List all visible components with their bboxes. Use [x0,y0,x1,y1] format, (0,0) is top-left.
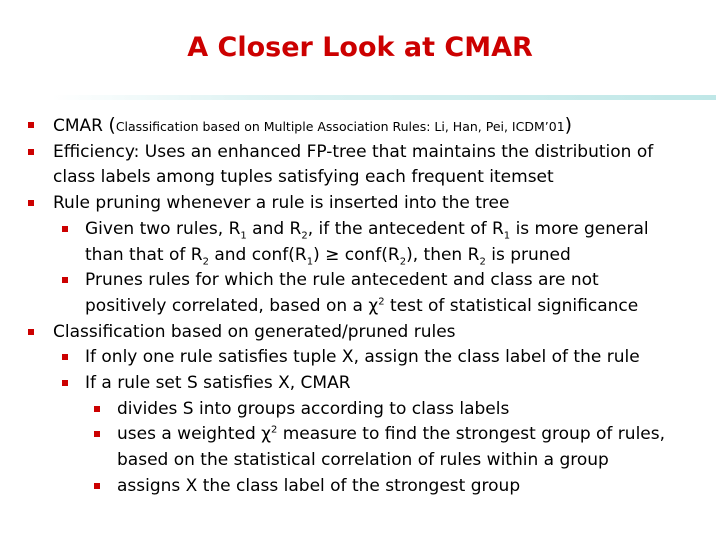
slide-title: A Closer Look at CMAR [187,32,533,63]
bullet-icon [62,226,68,232]
sub-sub-bullet-divides: divides S into groups according to class labels [0,397,720,423]
cmar-expansion: Classification based on Multiple Association Rules: Li, Han, Pei, ICDM’01 [115,119,565,134]
bullet-classification: Classification based on generated/pruned rules [0,320,720,346]
sub-bullet-two-rules-cont: than that of $R_2$ and $conf(R_1)$ ≥ $conf(R_2)$, then $R_2$ is pruned [85,244,571,267]
slide-content [0,113,720,500]
bullet-icon [94,406,100,412]
sub-sub-bullet-weighted: uses a weighted $\chi^2$ measure to find the strongest group of rules, [0,422,720,448]
bullet-icon [62,277,68,283]
bullet-efficiency-cont: class labels among tuples satisfying each frequent itemset [53,167,554,188]
sub-bullet-one-rule: If only one rule satisfies tuple X, assign the class label of the rule [0,345,720,371]
sub-sub-bullet-assigns: assigns X the class label of the strongest group [0,474,720,500]
bullet-efficiency: Efficiency: Uses an enhanced FP-tree that maintains the distribution of [0,140,720,166]
bullet-cmar: CMAR (Classification based on Multiple Association Rules: Li, Han, Pei, ICDM’01) [0,113,720,140]
sub-bullet-prunes-rules-cont: positively correlated, based on a $\chi^2$ test of statistical significance [85,295,639,316]
title-underline [52,95,716,100]
sub-bullet-rule-set: If a rule set S satisfies X, CMAR [0,371,720,397]
sub-sub-bullet-weighted-cont: based on the statistical correlation of rules within a group [117,450,609,471]
bullet-rule-pruning: Rule pruning whenever a rule is inserted into the tree [0,191,720,217]
sub-bullet-prunes-rules: Prunes rules for which the rule antecedent and class are not [0,268,720,294]
bullet-icon [28,200,34,206]
bullet-icon [28,122,34,128]
bullet-icon [62,354,68,360]
sub-bullet-two-rules: Given two rules, $R_1$ and $R_2$, if the antecedent of $R_1$ is more general [0,217,720,243]
bullet-icon [62,380,68,386]
bullet-icon [28,329,34,335]
bullet-icon [94,483,100,489]
bullet-icon [94,431,100,437]
bullet-icon [28,149,34,155]
